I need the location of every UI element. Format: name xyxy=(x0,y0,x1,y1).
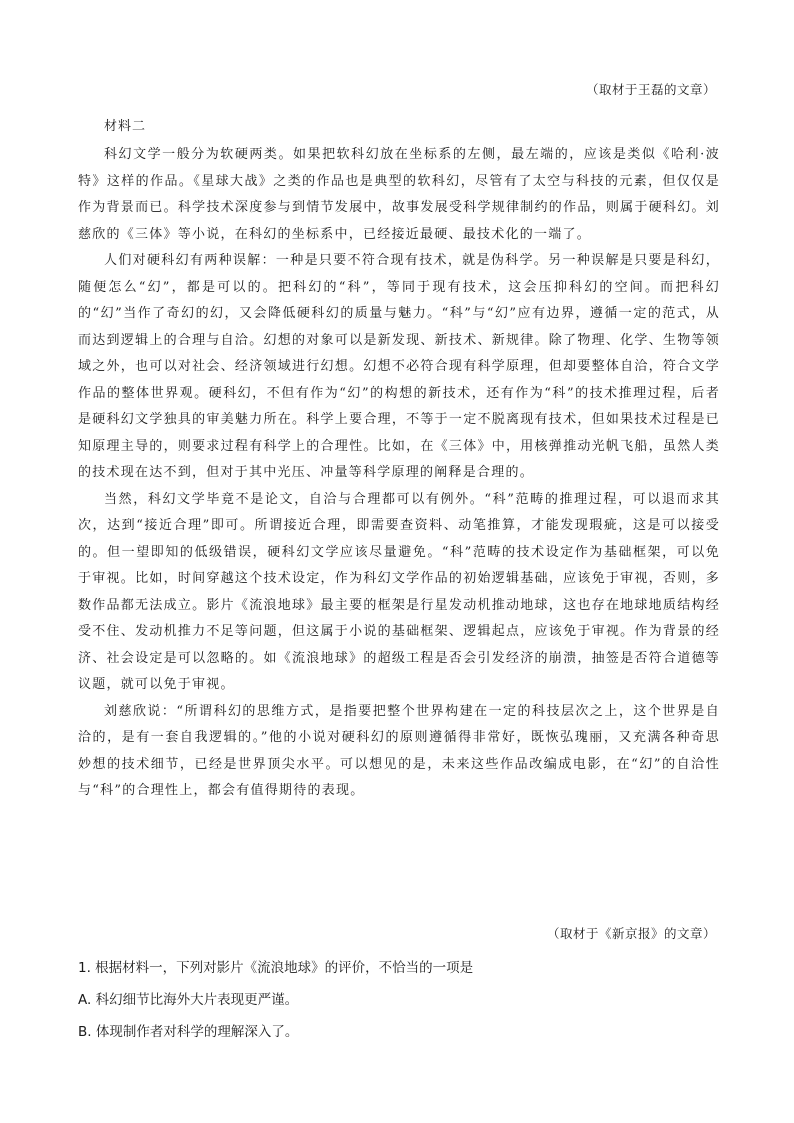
question-block xyxy=(78,952,720,1048)
article-body xyxy=(78,142,720,805)
paragraph: 人们对硬科幻有两种误解：一种是只要不符合现有技术，就是伪科学。另一种误解是只要是科幻，随便怎么“幻”，都是可以的。把科幻的“科”，等同于现有技术，这会压抑科幻的空间。而把科幻的“幻”当作了奇幻的幻，又会降低硬科幻的质量与魅力。“科”与“幻”应有边界，遵循一定的范式，从而达到逻辑上的合理与自洽。幻想的对象可以是新发现、新技术、新规律。除了物理、化学、生物等领域之外，也可以对社会、经济领域进行幻想。幻想不必符合现有科学原理，但却要整体自洽，符合文学作品的整体世界观。硬科幻，不但有作为“幻”的构想的新技术，还有作为“科”的技术推理过程，后者是硬科幻文学独具的审美魅力所在。科学上要合理，不等于一定不脱离现有技术，但如果技术过程是已知原理主导的，则要求过程有科学上的合理性。比如，在《三体》中，用核弹推动光帆飞船，虽然人类的技术现在达不到，但对于其中光压、冲量等科学原理的阐释是合理的。 xyxy=(78,253,720,480)
source-citation-bottom: （取材于《新京报》的文章） xyxy=(546,926,716,941)
question-stem: 1. 根据材料一，下列对影片《流浪地球》的评价，不恰当的一项是 xyxy=(78,960,474,976)
section-label: 材料二 xyxy=(104,119,147,134)
paragraph: 刘慈欣说：“所谓科幻的思维方式，是指要把整个世界构建在一定的科技层次之上，这个世界是自洽的，是有一套自我逻辑的。”他的小说对硬科幻的原则遵循得非常好，既恢弘瑰丽，又充满各种奇思妙想的技术细节，已经是世界顶尖水平。可以想见的是，未来这些作品改编成电影，在“幻”的自洽性与“科”的合理性上，都会有值得期待的表现。 xyxy=(78,703,720,798)
option-b: B. 体现制作者对科学的理解深入了。 xyxy=(78,1024,299,1040)
source-citation-top: （取材于王磊的文章） xyxy=(585,82,716,97)
paragraph: 当然，科幻文学毕竟不是论文，自洽与合理都可以有例外。“科”范畴的推理过程，可以退而求其次，达到“接近合理”即可。所谓接近合理，即需要查资料、动笔推算，才能发现瑕疵，这是可以接受的。但一望即知的低级错误，硬科幻文学应该尽量避免。“科”范畴的技术设定作为基础框架，可以免于审视。比如，时间穿越这个技术设定，作为科幻文学作品的初始逻辑基础，应该免于审视，否则，多数作品都无法成立。影片《流浪地球》最主要的框架是行星发动机推动地球，这也存在地球地质结构经受不住、发动机推力不足等问题，但这属于小说的基础框架、逻辑起点，应该免于审视。作为背景的经济、社会设定是可以忽略的。如《流浪地球》的超级工程是否会引发经济的崩溃，抽签是否符合道德等议题，就可以免于审视。 xyxy=(78,491,720,692)
paragraph: 科幻文学一般分为软硬两类。如果把软科幻放在坐标系的左侧，最左端的，应该是类似《哈利·波特》这样的作品。《星球大战》之类的作品也是典型的软科幻，尽管有了太空与科技的元素，但仅仅是作为背景而已。科学技术深度参与到情节发展中，故事发展受科学规律制约的作品，则属于硬科幻。刘慈欣的《三体》等小说，在科幻的坐标系中，已经接近最硬、最技术化的一端了。 xyxy=(78,147,720,242)
option-a: A. 科幻细节比海外大片表现更严谨。 xyxy=(78,992,299,1008)
